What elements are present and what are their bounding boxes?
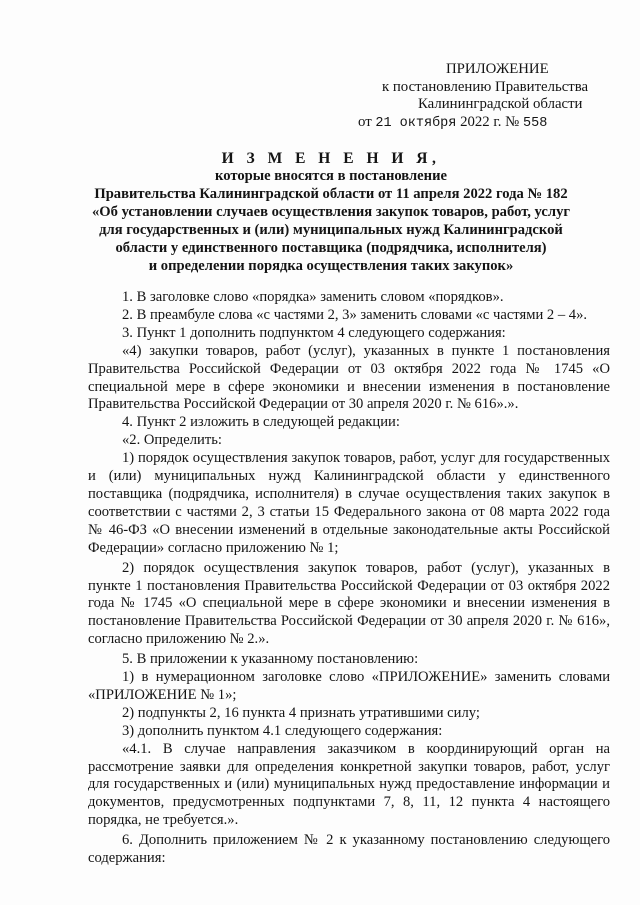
paragraph-12: 3) дополнить пунктом 4.1 следующего содержания: xyxy=(122,722,443,739)
paragraph-1: 1. В заголовке слово «порядка» заменить словом «порядков». xyxy=(122,289,504,305)
date-prefix: от xyxy=(358,114,372,130)
paragraph-14: 6. Дополнить приложением № 2 к указанному постановлению следующего содержания: xyxy=(88,832,610,867)
paragraph-5: 4. Пункт 2 изложить в следующей редакции: xyxy=(122,414,400,431)
document-heading: И З М Е Н Е Н И Я, xyxy=(221,150,441,167)
title-line-3: «Об установлении случаев осуществления закупок товаров, работ, услуг xyxy=(91,204,570,220)
paragraph-11: 2) подпункты 2, 16 пункта 4 признать утратившими силу; xyxy=(122,704,480,721)
appendix-line-1: к постановлению Правительства xyxy=(382,79,589,95)
paragraph-3: 3. Пункт 1 дополнить подпунктом 4 следующего содержания: xyxy=(122,324,506,341)
appendix-label: ПРИЛОЖЕНИЕ xyxy=(446,61,549,77)
date-year: 2022 г. № xyxy=(460,114,520,130)
title-line-2: Правительства Калининградской области от 11 апреля 2022 года № 182 xyxy=(94,186,568,202)
document-body xyxy=(88,289,610,868)
paragraph-8: 2) порядок осуществления закупок товаров, работ (услуг), указанных в пункте 1 постановления Правительства Российской Федерации от 03 октября 2022 года № 1745 «О специальной мере в сфере экономики и внесении изменения в постановление Правительства Российской Федерации от 30 апреля 2020 г. № 616», согласно приложению № 2.». xyxy=(88,559,610,648)
paragraph-6: «2. Определить: xyxy=(122,432,222,449)
paragraph-9: 5. В приложении к указанному постановлению: xyxy=(122,651,419,668)
paragraph-7: 1) порядок осуществления закупок товаров, работ, услуг для государственных и (или) муниципальных нужд Калининградской области у единственного поставщика (подрядчика, исполнителя) в случае осуществления таких закупок в соответствии с частями 2, 3 статьи 15 Федерального закона от 08 марта 2022 года № 46-ФЗ «О внесении изменений в отдельные законодательные акты Российской Федерации» согласно приложению № 1; xyxy=(88,450,610,556)
paragraph-2: 2. В преамбуле слова «с частями 2, 3» заменить словами «с частями 2 – 4». xyxy=(122,306,588,323)
title-line-5: области у единственного поставщика (подрядчика, исполнителя) xyxy=(115,240,547,256)
resolution-date xyxy=(358,114,547,133)
title-line-6: и определении порядка осуществления таких закупок» xyxy=(148,258,514,274)
date-day-month: 21 октября xyxy=(375,116,457,131)
paragraph-13: «4.1. В случае направления заказчиком в координирующий орган на рассмотрение заявки для определения конкретной закупки товаров, работ, услуг для государственных и (или) муниципальных нужд предоставление информации и документов, предусмотренных подпунктами 7, 8, 11, 12 пункта 4 настоящего порядка, не требуется.». xyxy=(88,740,610,829)
appendix-line-2: Калининградской области xyxy=(418,96,583,112)
paragraph-4: «4) закупки товаров, работ (услуг), указанных в пункте 1 постановления Правительства Российской Федерации от 03 октября 2022 года № 1745 «О специальной мере в сфере экономики и внесении изменения в постановление Правительства Российской Федерации от 30 апреля 2020 г. № 616».». xyxy=(88,342,610,413)
date-number: 558 xyxy=(523,116,548,131)
paragraph-10: 1) в нумерационном заголовке слово «ПРИЛОЖЕНИЕ» заменить словами «ПРИЛОЖЕНИЕ № 1»; xyxy=(88,669,610,703)
title-line-1: которые вносятся в постановление xyxy=(215,168,447,184)
title-line-4: для государственных и (или) муниципальных нужд Калининградской xyxy=(99,222,563,238)
